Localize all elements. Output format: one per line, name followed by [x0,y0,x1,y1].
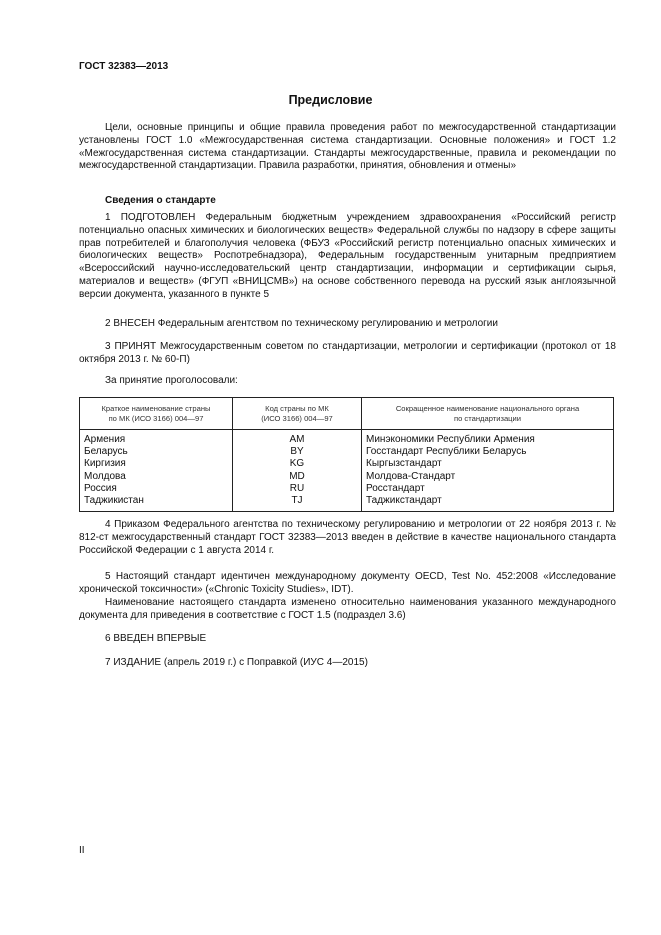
page-title: Предисловие [288,93,373,107]
cell-code: KG [233,458,362,470]
cell-code: MD [233,471,362,483]
cell-code: BY [233,446,362,458]
col-header-country [80,398,233,430]
col-header-code-line1: Код страны по МК [265,404,329,413]
item-6: 6 ВВЕДЕН ВПЕРВЫЕ [105,633,207,644]
cell-country: Армения [80,430,233,447]
col-header-org-line2: по стандартизации [453,414,522,423]
item-7: 7 ИЗДАНИЕ (апрель 2019 г.) с Поправкой (ИУС 4—2015) [105,657,368,668]
col-header-code-line2: (ИСО 3166) 004—97 [261,414,333,423]
cell-org: Молдова-Стандарт [362,471,614,483]
cell-country: Молдова [80,471,233,483]
item-3: 3 ПРИНЯТ Межгосударственным советом по стандартизации, метрологии и сертификации (протокол от 18 октября 2013 г. № 60-П) [79,341,616,365]
voted-label: За принятие проголосовали: [105,375,238,386]
table-row [80,446,614,458]
cell-country: Таджикистан [80,495,233,512]
item-5-note: Наименование настоящего стандарта изменено относительно наименования указанного международного документа для приведения в соответствие с ГОСТ 1.5 (подраздел 3.6) [79,597,616,621]
table-row [80,495,614,512]
cell-org: Таджикстандарт [362,495,614,512]
col-header-country-line1: Краткое наименование страны [101,404,211,413]
col-header-code [233,398,362,430]
cell-org: Кыргызстандарт [362,458,614,470]
cell-org: Госстандарт Республики Беларусь [362,446,614,458]
cell-code: RU [233,483,362,495]
col-header-org [362,398,614,430]
col-header-org-line1: Сокращенное наименование национального органа [395,404,580,413]
document-header: ГОСТ 32383—2013 [79,61,169,72]
cell-code: AM [233,430,362,447]
table-row [80,483,614,495]
cell-country: Беларусь [80,446,233,458]
item-4: 4 Приказом Федерального агентства по техническому регулированию и метрологии от 22 ноября 2013 г. № 812-ст межгосударственный стандарт ГОСТ 32383—2013 введен в действие в качестве национального стандарта Российской Федерации с 1 августа 2014 г. [79,519,616,556]
item-1: 1 ПОДГОТОВЛЕН Федеральным бюджетным учреждением здравоохранения «Российский регистр потенциально опасных химических и биологических веществ» Федеральной службы по надзору в сфере защиты прав потребителей и благополучия человека (ФБУЗ «Российский регистр потенциально опасных химических и биологических веществ» Роспотребнадзора), Федеральным государственным унитарным предприятием «Всероссийский научно-исследовательский центр стандартизации, информации и сертификации сырья, материалов и веществ» (ФГУП «ВНИЦСМВ») на основе собственного перевода на русский язык англоязычной версии документа, указанного в пункте 5 [79,212,616,300]
table-row [80,458,614,470]
cell-country: Киргизия [80,458,233,470]
cell-org: Росстандарт [362,483,614,495]
col-header-country-line2: по МК (ИСО 3166) 004—97 [108,414,204,423]
cell-code: TJ [233,495,362,512]
table-row [80,430,614,447]
countries-table [79,397,614,512]
item-5: 5 Настоящий стандарт идентичен международному документу OECD, Test No. 452:2008 «Исследование хронической токсичности» («Chronic Toxicity Studies», IDT). [79,571,616,595]
item-2: 2 ВНЕСЕН Федеральным агентством по техническому регулированию и метрологии [105,318,498,329]
cell-org: Минэкономики Республики Армения [362,430,614,447]
table-row [80,471,614,483]
intro-paragraph: Цели, основные принципы и общие правила проведения работ по межгосударственной стандартизации установлены ГОСТ 1.0 «Межгосударственная система стандартизации. Основные положения» и ГОСТ 1.2 «Межгосударственная система стандартизации. Стандарты межгосударственные, правила и рекомендации по межгосударственной стандартизации. Правила разработки, принятия, обновления и отмены» [79,122,616,172]
cell-country: Россия [80,483,233,495]
page-number: II [79,845,85,856]
section-subheading: Сведения о стандарте [105,195,216,206]
